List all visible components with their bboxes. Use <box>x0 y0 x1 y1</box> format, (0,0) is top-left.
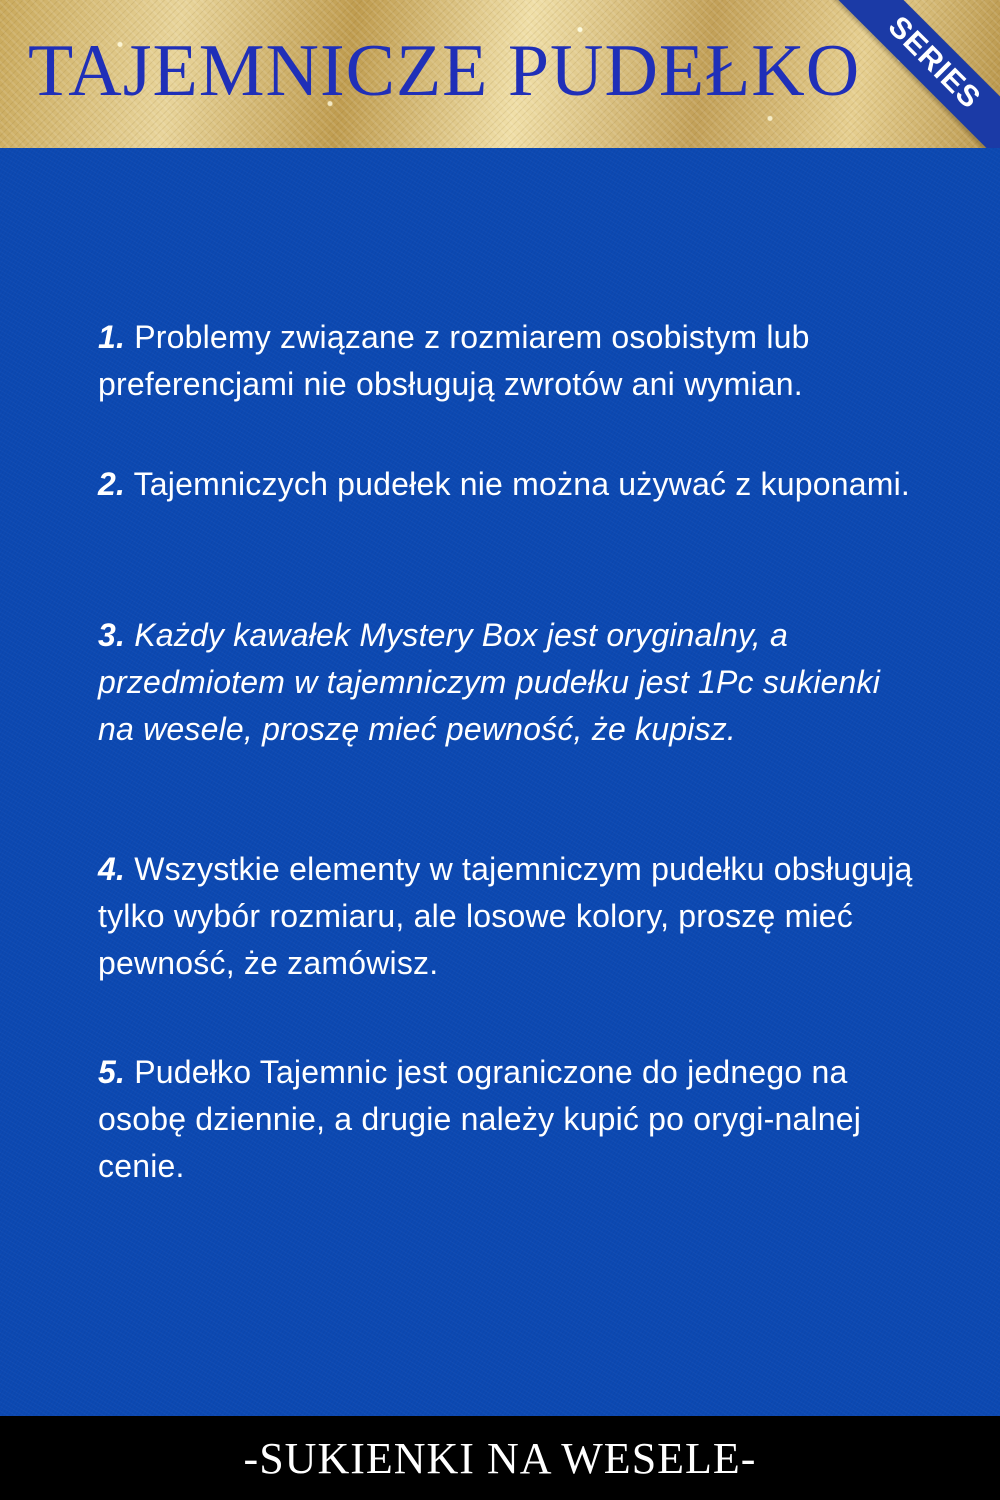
gold-header <box>0 0 1000 148</box>
rule-text: Każdy kawałek Mystery Box jest oryginalny, a przedmiotem w tajemniczym pudełku jest 1Pc sukienki na wesele, proszę mieć pewność, że kupisz. <box>98 617 881 747</box>
rule-number: 5. <box>98 1054 126 1090</box>
rule-number: 3. <box>98 617 126 653</box>
rule-text: Pudełko Tajemnic jest ograniczone do jednego na osobę dziennie, a drugie należy kupić po orygi-nalnej cenie. <box>98 1054 862 1184</box>
rules-panel <box>0 148 1000 1416</box>
ribbon-label: SERIES <box>881 9 988 116</box>
footer-label: -SUKIENKI NA WESELE- <box>243 1433 757 1483</box>
rule-number: 2. <box>98 466 126 502</box>
rule-item-1 <box>98 314 918 408</box>
rule-text: Problemy związane z rozmiarem osobistym lub preferencjami nie obsługują zwrotów ani wymian. <box>98 319 810 402</box>
rule-item-5 <box>98 1049 918 1190</box>
ribbon-band <box>830 0 1000 170</box>
rule-item-3 <box>98 612 918 753</box>
rule-number: 4. <box>98 851 126 887</box>
footer-bar <box>0 1416 1000 1500</box>
rule-number: 1. <box>98 319 126 355</box>
rule-item-4 <box>98 846 918 987</box>
rule-text: Tajemniczych pudełek nie można używać z kuponami. <box>133 466 911 502</box>
rule-text: Wszystkie elementy w tajemniczym pudełku obsługują tylko wybór rozmiaru, ale losowe kolory, proszę mieć pewność, że zamówisz. <box>98 851 913 981</box>
rule-item-2 <box>98 461 918 508</box>
page-title: TAJEMNICZE PUDEŁKO <box>28 30 861 112</box>
series-ribbon <box>830 0 1000 170</box>
